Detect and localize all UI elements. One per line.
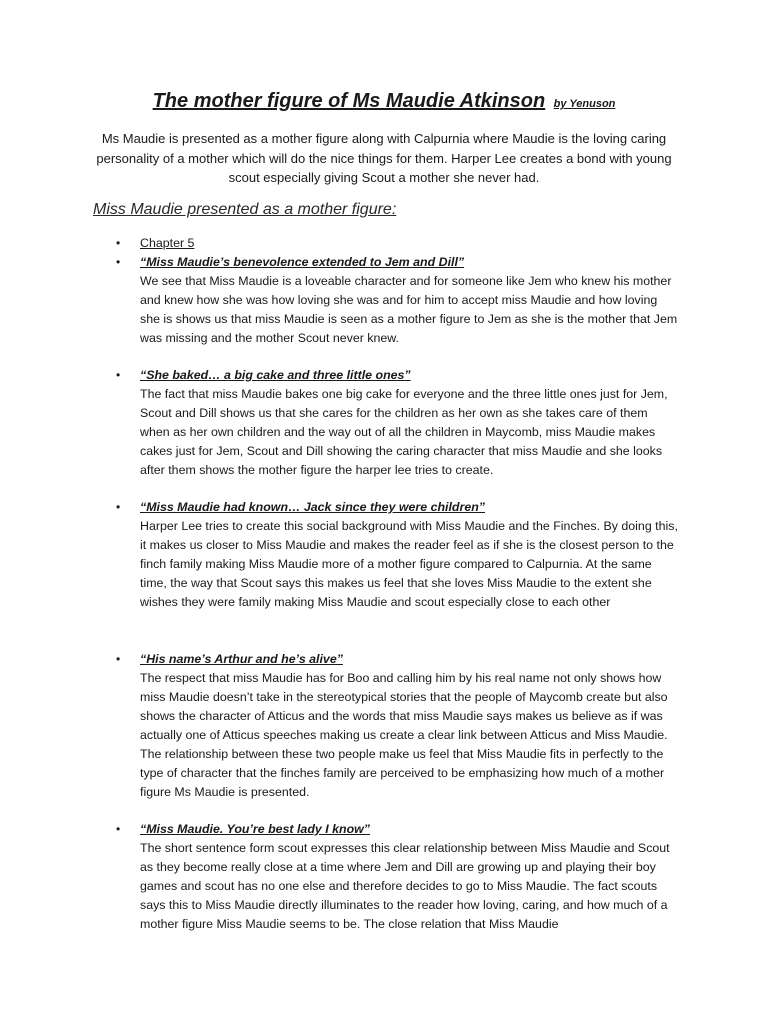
item-text: Harper Lee tries to create this social background with Miss Maudie and the Finches. By doing this, it makes us closer to Miss Maudie and makes the reader feel as if she is the closest person to the finch family making Miss Maudie more of a mother figure compared to Calpurnia. At the same time, the way that Scout says this makes us feel that she loves Miss Maudie to the extent she wishes they were family making Miss Maudie and scout especially close to each other <box>140 519 678 609</box>
item-quote: “Miss Maudie. You’re best lady I know” <box>140 822 370 836</box>
item-quote: “His name’s Arthur and he’s alive” <box>140 652 343 666</box>
item-quote: “Miss Maudie’s benevolence extended to Jem and Dill” <box>140 255 465 269</box>
bullet-icon: • <box>116 368 121 382</box>
list-item <box>140 366 680 480</box>
bullet-icon: • <box>116 255 121 269</box>
document-byline: by Yenuson <box>553 98 616 110</box>
bullet-icon: • <box>116 500 121 514</box>
list-item <box>140 253 680 348</box>
bullet-icon: • <box>116 652 121 666</box>
item-quote: “She baked… a big cake and three little ones” <box>140 368 411 382</box>
list-item <box>140 234 680 253</box>
intro-paragraph: Ms Maudie is presented as a mother figure along with Calpurnia where Maudie is the loving caring personality of a mother which will do the nice things for them. Harper Lee creates a bond with young scout especially giving Scout a mother she never had. <box>96 131 672 185</box>
item-text: We see that Miss Maudie is a loveable character and for someone like Jem who knew his mother and knew how she was how loving she was and for him to accept miss Maudie and how loving she is shows us that miss Maudie is seen as a mother figure to Jem as she is the mother that Jem was missing and the mother Scout never knew. <box>140 274 678 345</box>
title-line <box>0 90 768 113</box>
item-text: The fact that miss Maudie bakes one big cake for everyone and the three little ones just for Jem, Scout and Dill shows us that she cares for the children as her own as she takes care of them when as her own children and the way out of all the children in Maycomb, miss Maudie makes cakes just for Jem, Scout and Dill showing the caring character that miss Maudie and she looks after them shows the mother figure the harper lee tries to create. <box>140 387 668 477</box>
list-item <box>140 820 680 934</box>
document-title: The mother figure of Ms Maudie Atkinson <box>152 90 546 112</box>
item-text: The respect that miss Maudie has for Boo and calling him by his real name not only shows how miss Maudie doesn’t take in the stereotypical stories that the people of Maycomb create but also shows the character of Atticus and the words that miss Maudie says makes us believe as if was actually one of Atticus speeches making us create a clear link between Atticus and Miss Maudie. The relationship between these two people make us feel that Miss Maudie fits in perfectly to the type of character that the finches family are perceived to be emphasizing how much of a mother figure Ms Maudie is presented. <box>140 671 668 799</box>
bullet-icon: • <box>116 822 121 836</box>
bullet-icon: • <box>116 236 121 250</box>
list-item <box>140 498 680 612</box>
section-heading: Miss Maudie presented as a mother figure: <box>93 201 397 218</box>
list-item <box>140 650 680 802</box>
item-quote: “Miss Maudie had known… Jack since they were children” <box>140 500 485 514</box>
chapter-label: Chapter 5 <box>140 236 195 250</box>
item-text: The short sentence form scout expresses this clear relationship between Miss Maudie and Scout as they become really close at a time where Jem and Dill are growing up and playing their boy games and scout has no one else and therefore decides to go to Miss Maudie. The fact scouts says this to Miss Maudie directly illuminates to the reader how loving, caring, and how much of a mother figure Miss Maudie seems to be. The close relation that Miss Maudie <box>140 841 670 931</box>
